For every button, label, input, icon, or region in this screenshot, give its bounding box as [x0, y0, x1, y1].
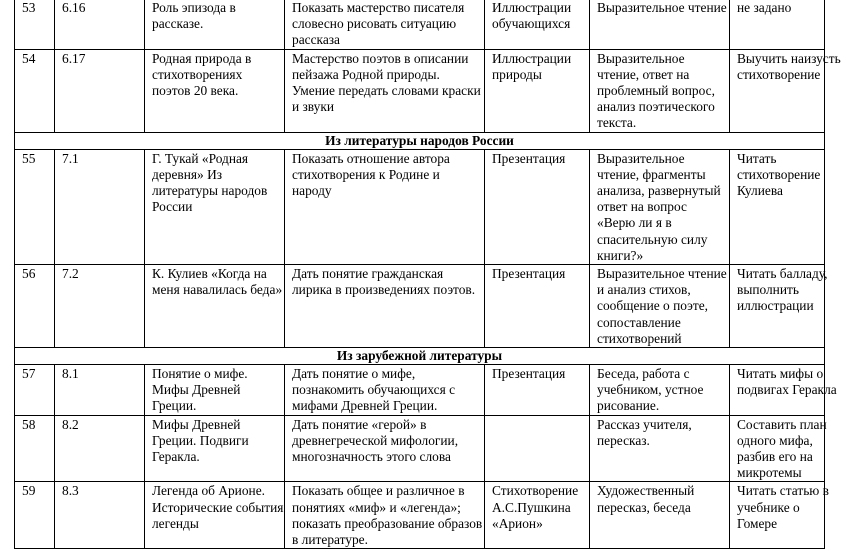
cell-text-line: Читать мифы о — [737, 366, 824, 382]
cell-text-line: Мифы Древней — [152, 382, 241, 398]
cell-text-line: и звуки — [292, 99, 335, 115]
cell-text-line: словесно рисовать ситуацию — [292, 16, 457, 32]
cell-text-line: Роль эпизода в — [152, 0, 236, 15]
cell-text-line: Мастерство поэтов в описании — [292, 50, 469, 66]
lesson-goal-cell — [285, 149, 485, 264]
cell-text-line: Выразительное чтение — [597, 0, 727, 15]
cell-text-line: спасительную силу — [597, 231, 708, 247]
lesson-topic-cell — [145, 415, 285, 482]
section-title: Из литературы народов России — [15, 132, 825, 149]
cell-text-line: «Арион» — [492, 515, 543, 531]
cell-text-line: Показать общее и различное в — [292, 483, 465, 499]
cell-text-line: выполнить — [737, 282, 799, 298]
cell-text-line: понятиях «миф» и «легенда»; — [292, 499, 461, 515]
cell-text-line: учебнике о — [737, 499, 800, 515]
cell-text-line: Показать отношение автора — [292, 150, 450, 166]
cell-text-line: природы — [492, 66, 542, 82]
lesson-number-cell: 58 — [15, 415, 55, 482]
lesson-number-cell: 55 — [15, 149, 55, 264]
lesson-goal-cell — [285, 415, 485, 482]
cell-text-line: Художественный — [597, 483, 695, 499]
cell-text-line: чтение, ответ на — [597, 66, 690, 82]
cell-text-line: литературы народов — [152, 183, 268, 199]
cell-text-line: Кулиева — [737, 183, 783, 199]
lesson-topic-cell — [145, 365, 285, 416]
visual-aids-cell — [485, 49, 590, 132]
cell-text-line: стихотворение — [737, 166, 821, 182]
cell-text-line: многозначность этого слова — [292, 449, 451, 465]
cell-text-line: Выразительное — [597, 50, 685, 66]
cell-text-line: Презентация — [492, 266, 566, 282]
lesson-code-cell: 8.2 — [55, 415, 145, 482]
cell-text-line: Исторические события — [152, 499, 284, 515]
cell-text-line: Презентация — [492, 366, 566, 382]
activity-cell — [590, 0, 730, 49]
cell-text-line: стихотворения к Родине и — [292, 166, 440, 182]
cell-text-line: Читать — [737, 150, 777, 166]
cell-text-line: «Верю ли я в — [597, 215, 672, 231]
cell-text-line: сообщение о поэте, — [597, 298, 708, 314]
cell-text-line: Беседа, работа с — [597, 366, 690, 382]
cell-text-line: Презентация — [492, 150, 566, 166]
cell-text-line: Читать балладу, — [737, 266, 828, 282]
cell-text-line: Родная природа в — [152, 50, 252, 66]
activity-cell — [590, 482, 730, 549]
visual-aids-cell — [485, 149, 590, 264]
visual-aids-cell — [485, 0, 590, 49]
visual-aids-cell — [485, 265, 590, 348]
lesson-row — [15, 415, 825, 482]
cell-text-line: Дать понятие «герой» в — [292, 416, 427, 432]
homework-cell — [730, 49, 841, 132]
cell-text-line: рисование. — [597, 398, 660, 414]
lesson-topic-cell — [145, 0, 285, 49]
lesson-code-cell: 6.16 — [55, 0, 145, 49]
cell-text-line: Дать понятие о мифе, — [292, 366, 416, 382]
cell-text-line: Иллюстрации — [492, 50, 572, 66]
lesson-row — [15, 365, 825, 416]
cell-text-line: анализ поэтического — [597, 99, 715, 115]
lesson-goal-cell — [285, 482, 485, 549]
cell-text-line: деревня» Из — [152, 166, 223, 182]
cell-text-line: древнегреческой мифологии, — [292, 432, 459, 448]
lesson-goal-cell — [285, 365, 485, 416]
section-header-row — [15, 132, 825, 149]
cell-text-line: учебником, устное — [597, 382, 704, 398]
cell-text-line: Греции. Подвиги — [152, 432, 249, 448]
activity-cell — [590, 365, 730, 416]
cell-text-line: Г. Тукай «Родная — [152, 150, 249, 166]
cell-text-line: показать преобразование образов — [292, 515, 483, 531]
cell-text-line: Гомере — [737, 515, 778, 531]
cell-text-line: Составить план — [737, 416, 827, 432]
cell-text-line: познакомить обучающихся с — [292, 382, 456, 398]
cell-text-line: рассказа — [292, 32, 341, 48]
cell-text-line: России — [152, 199, 193, 215]
cell-text-line: А.С.Пушкина — [492, 499, 571, 515]
cell-text-line: Греции. — [152, 398, 197, 414]
lesson-goal-cell — [285, 265, 485, 348]
cell-text-line: книги?» — [597, 247, 644, 263]
cell-text-line: ответ на вопрос — [597, 199, 687, 215]
section-title: Из зарубежной литературы — [15, 348, 825, 365]
cell-text-line: Читать статью в — [737, 483, 829, 499]
cell-text-line: не задано — [737, 0, 792, 15]
cell-text-line: подвигах Геракла — [737, 382, 837, 398]
lesson-number-cell: 54 — [15, 49, 55, 132]
cell-text-line: Выразительное чтение — [597, 266, 727, 282]
lesson-plan-body — [15, 0, 841, 549]
cell-text-line: Рассказ учителя, — [597, 416, 692, 432]
lesson-plan-table — [14, 0, 841, 549]
lesson-row — [15, 49, 825, 132]
cell-text-line: Легенда об Арионе. — [152, 483, 266, 499]
section-header-row — [15, 348, 825, 365]
cell-text-line: Мифы Древней — [152, 416, 241, 432]
cell-text-line: проблемный вопрос, — [597, 83, 715, 99]
lesson-row — [15, 265, 825, 348]
cell-text-line: пересказ, беседа — [597, 499, 691, 515]
lesson-row — [15, 0, 825, 49]
homework-cell — [730, 265, 828, 348]
cell-text-line: чтение, фрагменты — [597, 166, 706, 182]
lesson-code-cell: 7.2 — [55, 265, 145, 348]
lesson-code-cell: 8.1 — [55, 365, 145, 416]
lesson-goal-cell — [285, 49, 485, 132]
cell-text-line: стихотворений — [597, 330, 682, 346]
homework-cell — [730, 415, 825, 482]
cell-text-line: сопоставление — [597, 314, 681, 330]
activity-cell — [590, 415, 730, 482]
homework-cell — [730, 149, 825, 264]
cell-text-line: меня навалилась беда» — [152, 282, 283, 298]
homework-cell — [730, 482, 829, 549]
lesson-number-cell: 53 — [15, 0, 55, 49]
cell-text-line: в литературе. — [292, 532, 368, 548]
cell-text-line: одного мифа, — [737, 432, 813, 448]
lesson-plan-sheet — [14, 0, 841, 549]
cell-text-line: пейзажа Родной природы. — [292, 66, 440, 82]
cell-text-line: Понятие о мифе. — [152, 366, 248, 382]
lesson-topic-cell — [145, 149, 285, 264]
lesson-number-cell: 56 — [15, 265, 55, 348]
cell-text-line: Геракла. — [152, 449, 200, 465]
homework-cell — [730, 365, 837, 416]
lesson-number-cell: 57 — [15, 365, 55, 416]
cell-text-line: Дать понятие гражданская — [292, 266, 444, 282]
cell-text-line: Умение передать словами краски — [292, 83, 481, 99]
cell-text-line: мифами Древней Греции. — [292, 398, 438, 414]
cell-text-line: народу — [292, 183, 332, 199]
cell-text-line: Выразительное — [597, 150, 685, 166]
lesson-code-cell: 7.1 — [55, 149, 145, 264]
visual-aids-cell — [485, 365, 590, 416]
cell-text-line: Иллюстрации — [492, 0, 572, 15]
activity-cell — [590, 149, 730, 264]
cell-text-line: лирика в произведениях поэтов. — [292, 282, 476, 298]
cell-text-line: К. Кулиев «Когда на — [152, 266, 267, 282]
lesson-code-cell: 8.3 — [55, 482, 145, 549]
cell-text-line: обучающихся — [492, 16, 571, 32]
lesson-goal-cell — [285, 0, 485, 49]
cell-text-line: иллюстрации — [737, 298, 814, 314]
lesson-topic-cell — [145, 482, 285, 549]
lesson-row — [15, 482, 825, 549]
cell-text-line: стихотворениях — [152, 66, 243, 82]
visual-aids-cell — [485, 482, 590, 549]
lesson-code-cell: 6.17 — [55, 49, 145, 132]
activity-cell — [590, 49, 730, 132]
cell-text-line: разбив его на — [737, 449, 813, 465]
lesson-row — [15, 149, 825, 264]
cell-text-line: текста. — [597, 115, 637, 131]
lesson-topic-cell — [145, 49, 285, 132]
cell-text-line: рассказе. — [152, 16, 204, 32]
cell-text-line: поэтов 20 века. — [152, 83, 239, 99]
cell-text-line: микротемы — [737, 465, 802, 481]
activity-cell — [590, 265, 730, 348]
lesson-number-cell: 59 — [15, 482, 55, 549]
cell-text-line: и анализ стихов, — [597, 282, 691, 298]
homework-cell — [730, 0, 825, 49]
cell-text-line: анализа, развернутый — [597, 183, 721, 199]
cell-text-line: Стихотворение — [492, 483, 579, 499]
cell-text-line: Выучить наизусть — [737, 50, 841, 66]
lesson-topic-cell — [145, 265, 285, 348]
visual-aids-cell — [485, 415, 590, 482]
cell-text-line: Показать мастерство писателя — [292, 0, 465, 15]
cell-text-line: пересказ. — [597, 432, 650, 448]
cell-text-line: легенды — [152, 515, 199, 531]
cell-text-line: стихотворение — [737, 66, 821, 82]
